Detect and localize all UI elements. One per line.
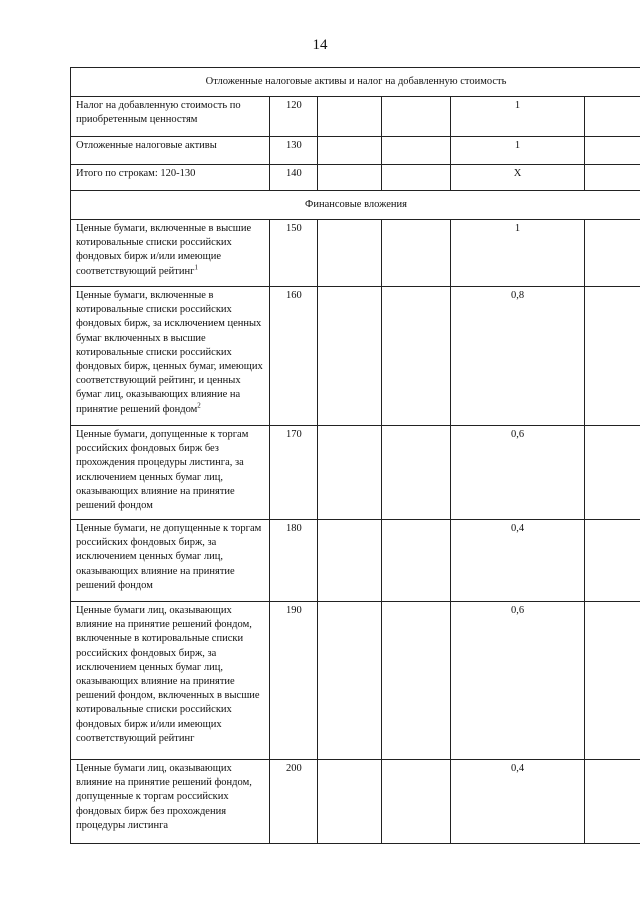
row-label: Итого по строкам: 120-130: [71, 165, 270, 191]
value-cell: [382, 520, 451, 602]
row-code: 120: [270, 97, 318, 137]
value-cell: [585, 165, 640, 191]
row-code: 200: [270, 760, 318, 844]
table-row: [71, 602, 640, 760]
value-cell: [382, 97, 451, 137]
value-cell: [318, 165, 382, 191]
row-code: 160: [270, 287, 318, 426]
table-row: [71, 520, 640, 602]
table-row: [71, 165, 640, 191]
value-cell: [585, 220, 640, 287]
value-cell: [585, 137, 640, 165]
footnote-marker: 1: [194, 263, 198, 272]
value-cell: [318, 602, 382, 760]
value-cell: [585, 602, 640, 760]
row-label: Налог на добавленную стоимость по приобретенным ценностям: [71, 97, 270, 137]
table-row: [71, 220, 640, 287]
value-cell: [382, 287, 451, 426]
row-label: Ценные бумаги, не допущенные к торгам российских фондовых бирж, за исключением ценных бумаг лиц, оказывающих влияние на принятие решений фондом: [71, 520, 270, 602]
table-row: [71, 760, 640, 844]
row-coefficient: 1: [451, 97, 585, 137]
table-row: [71, 97, 640, 137]
value-cell: [382, 165, 451, 191]
value-cell: [318, 426, 382, 520]
value-cell: [585, 97, 640, 137]
row-coefficient: 1: [451, 137, 585, 165]
value-cell: [585, 520, 640, 602]
row-code: 140: [270, 165, 318, 191]
table-row: [71, 287, 640, 426]
row-coefficient: 0,4: [451, 520, 585, 602]
value-cell: [382, 220, 451, 287]
value-cell: [382, 426, 451, 520]
row-coefficient: 1: [451, 220, 585, 287]
value-cell: [318, 287, 382, 426]
row-label: Ценные бумаги лиц, оказывающих влияние на принятие решений фондом, допущенные к торгам российских фондовых бирж без прохождения процедуры листинга: [71, 760, 270, 844]
row-coefficient: Х: [451, 165, 585, 191]
row-coefficient: 0,6: [451, 426, 585, 520]
value-cell: [382, 137, 451, 165]
value-cell: [382, 760, 451, 844]
section-header: [71, 68, 640, 97]
section-header: [71, 191, 640, 220]
value-cell: [318, 220, 382, 287]
value-cell: [585, 760, 640, 844]
row-code: 150: [270, 220, 318, 287]
row-code: 130: [270, 137, 318, 165]
table-row: [71, 426, 640, 520]
value-cell: [318, 97, 382, 137]
row-label: Ценные бумаги, допущенные к торгам российских фондовых бирж без прохождения процедуры листинга, за исключением ценных бумаг лиц, оказывающих влияние на принятие решений фондом: [71, 426, 270, 520]
footnote-marker: 2: [197, 401, 201, 410]
value-cell: [318, 520, 382, 602]
row-coefficient: 0,8: [451, 287, 585, 426]
row-label: Отложенные налоговые активы: [71, 137, 270, 165]
row-code: 170: [270, 426, 318, 520]
value-cell: [382, 602, 451, 760]
value-cell: [585, 426, 640, 520]
value-cell: [318, 760, 382, 844]
row-code: 190: [270, 602, 318, 760]
value-cell: [318, 137, 382, 165]
row-label: Ценные бумаги, включенные в котировальные списки российских фондовых бирж, за исключением ценных бумаг включенных в высшие котировальные списки российских фондовых бирж, ценных бумаг, имеющих соответствующий рейтинг, и ценных бумаг лиц, оказывающих влияние на принятие решений фондом$^2$: [71, 287, 270, 426]
row-label: Ценные бумаги, включенные в высшие котировальные списки российских фондовых бирж и/или имеющие соответствующий рейтинг$^1$: [71, 220, 270, 287]
report-table: [70, 67, 640, 844]
table-row: [71, 137, 640, 165]
section-title: Отложенные налоговые активы и налог на добавленную стоимость: [71, 68, 640, 97]
row-coefficient: 0,6: [451, 602, 585, 760]
row-coefficient: 0,4: [451, 760, 585, 844]
row-label: Ценные бумаги лиц, оказывающих влияние на принятие решений фондом, включенные в котировальные списки российских фондовых бирж, за исключением ценных бумаг лиц, оказывающих влияние на принятие решений фондом, включенных в высшие котировальные списки российских фондовых бирж и/или имеющих соответствующий рейтинг: [71, 602, 270, 760]
row-code: 180: [270, 520, 318, 602]
page-number: 14: [312, 37, 328, 53]
value-cell: [585, 287, 640, 426]
section-title: Финансовые вложения: [71, 191, 640, 220]
